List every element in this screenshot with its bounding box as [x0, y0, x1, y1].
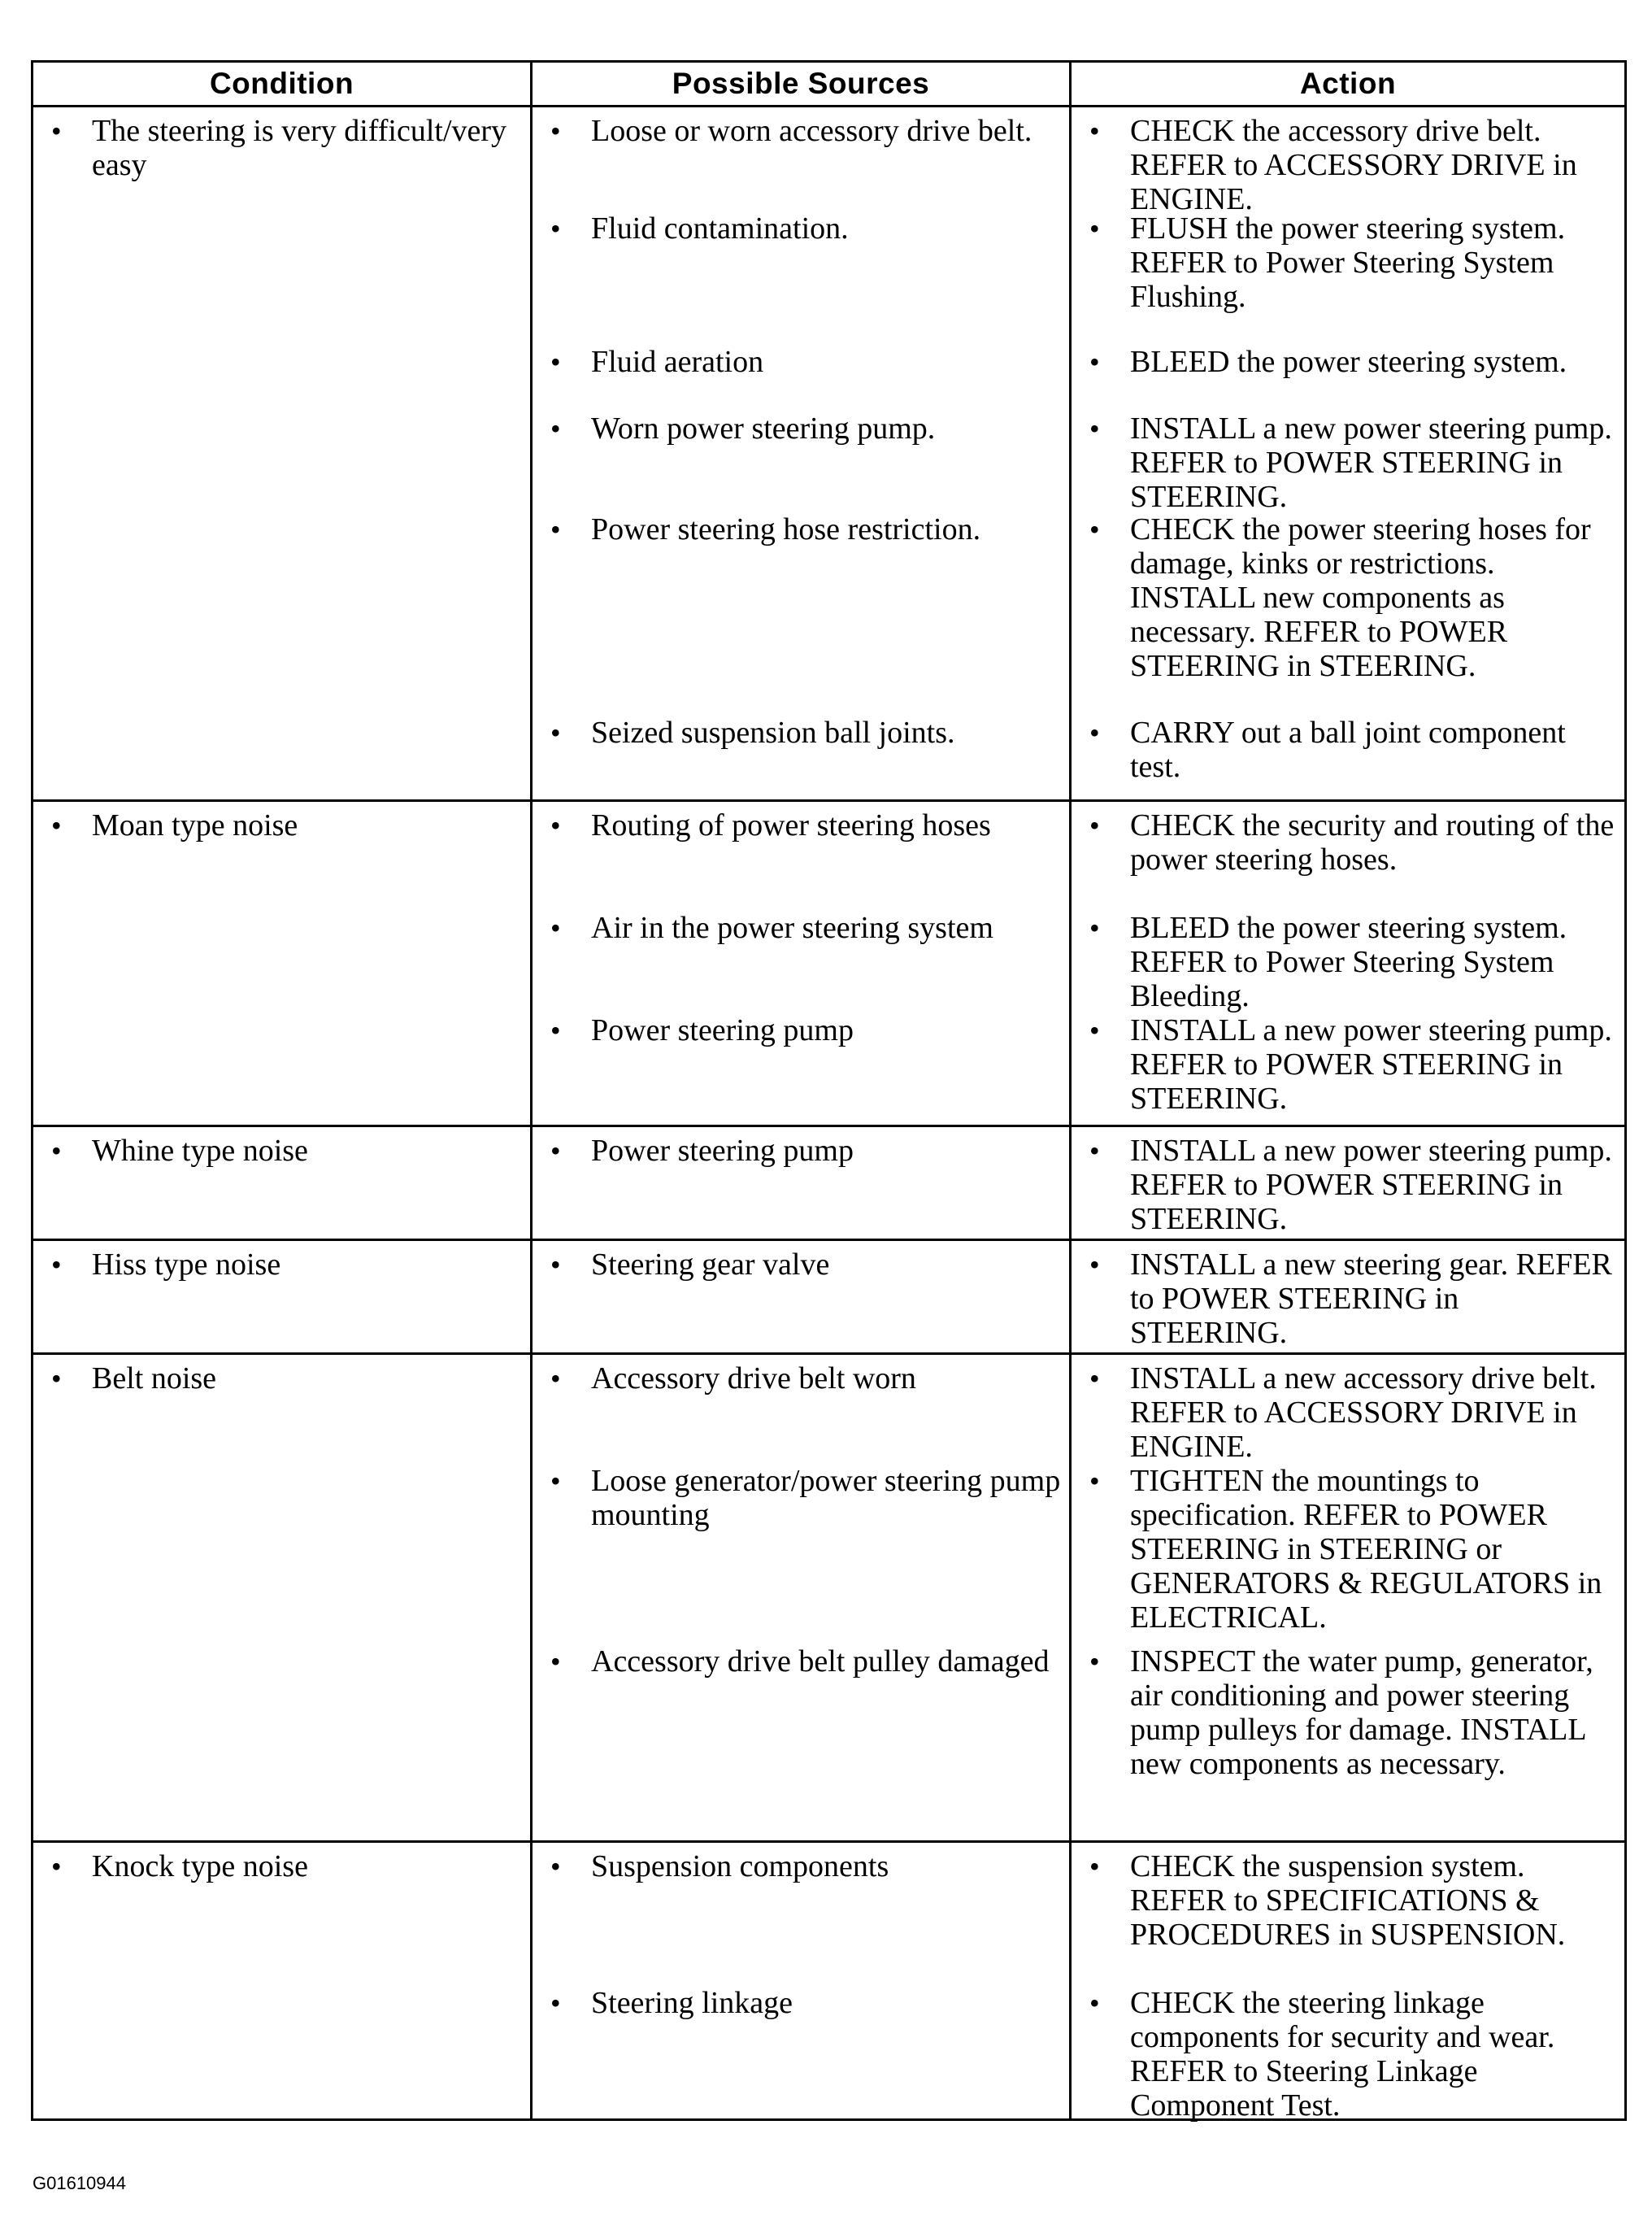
table-row	[33, 1354, 1626, 1842]
source-item: • Accessory drive belt worn	[542, 1361, 1061, 1396]
troubleshooting-table	[31, 60, 1627, 2121]
condition-cell	[33, 1842, 532, 2120]
actions-cell	[1071, 1842, 1626, 2123]
source-item: • Routing of power steering hoses	[542, 808, 1061, 843]
condition-text: • Knock type noise	[43, 1849, 522, 1883]
action-item: • INSTALL a new power steering pump. REFER to POWER STEERING in STEERING.	[1081, 1134, 1616, 1236]
actions-cell	[1071, 801, 1626, 1126]
condition-cell	[33, 1240, 532, 1354]
source-item: • Steering gear valve	[542, 1247, 1061, 1282]
sources-cell	[532, 1126, 1071, 1240]
header-row	[33, 62, 1626, 107]
sources-cell	[532, 1842, 1071, 2120]
actions-cell	[1071, 107, 1626, 801]
source-item: • Fluid aeration	[542, 345, 1061, 379]
action-item: • BLEED the power steering system.	[1081, 345, 1616, 379]
action-item: • INSTALL a new power steering pump. REFER to POWER STEERING in STEERING.	[1081, 411, 1616, 514]
action-item: • CHECK the power steering hoses for damage, kinks or restrictions. INSTALL new components as necessary. REFER to POWER STEERING in STEERING.	[1081, 512, 1616, 683]
action-item: • BLEED the power steering system. REFER to Power Steering System Bleeding.	[1081, 911, 1616, 1013]
header-action: Action	[1071, 62, 1626, 107]
source-item: • Power steering pump	[542, 1013, 1061, 1047]
source-item: • Fluid contamination.	[542, 211, 1061, 246]
condition-text: • Hiss type noise	[43, 1247, 522, 1282]
table-body	[33, 107, 1626, 2123]
action-item: • INSTALL a new accessory drive belt. REFER to ACCESSORY DRIVE in ENGINE.	[1081, 1361, 1616, 1464]
source-item: • Steering linkage	[542, 1986, 1061, 2020]
action-item: • CARRY out a ball joint component test.	[1081, 716, 1616, 784]
table-row	[33, 1240, 1626, 1354]
source-item: • Power steering hose restriction.	[542, 512, 1061, 546]
source-item: • Air in the power steering system	[542, 911, 1061, 945]
table-row	[33, 107, 1626, 801]
action-item: • INSPECT the water pump, generator, air conditioning and power steering pump pulleys for damage. INSTALL new components as necessary.	[1081, 1644, 1616, 1781]
action-item: • INSTALL a new power steering pump. REFER to POWER STEERING in STEERING.	[1081, 1013, 1616, 1116]
source-item: • Loose or worn accessory drive belt.	[542, 114, 1061, 148]
figure-code: G01610944	[33, 2173, 126, 2193]
sources-cell	[532, 801, 1071, 1126]
action-item: • TIGHTEN the mountings to specification. REFER to POWER STEERING in STEERING or GENERATORS & REGULATORS in ELECTRICAL.	[1081, 1464, 1616, 1635]
condition-cell	[33, 1126, 532, 1240]
action-item: • CHECK the suspension system. REFER to SPECIFICATIONS & PROCEDURES in SUSPENSION.	[1081, 1849, 1616, 1952]
condition-cell	[33, 801, 532, 1126]
source-item: • Accessory drive belt pulley damaged	[542, 1644, 1061, 1679]
action-item: • CHECK the accessory drive belt. REFER to ACCESSORY DRIVE in ENGINE.	[1081, 114, 1616, 216]
table-row	[33, 1842, 1626, 2120]
table-row	[33, 801, 1626, 1126]
condition-cell	[33, 107, 532, 801]
actions-cell	[1071, 1126, 1626, 1240]
source-item: • Seized suspension ball joints.	[542, 716, 1061, 750]
source-item: • Power steering pump	[542, 1134, 1061, 1168]
table-header	[33, 62, 1626, 107]
sources-cell	[532, 1354, 1071, 1842]
action-item: • CHECK the steering linkage components for security and wear. REFER to Steering Linkage Component Test.	[1081, 1986, 1616, 2123]
header-condition: Condition	[33, 62, 532, 107]
action-item: • CHECK the security and routing of the power steering hoses.	[1081, 808, 1616, 877]
condition-text: • Belt noise	[43, 1361, 522, 1396]
source-item: • Worn power steering pump.	[542, 411, 1061, 446]
condition-text: • Whine type noise	[43, 1134, 522, 1168]
actions-cell	[1071, 1240, 1626, 1354]
table-row	[33, 1126, 1626, 1240]
actions-cell	[1071, 1354, 1626, 1842]
source-item: • Suspension components	[542, 1849, 1061, 1883]
source-item: • Loose generator/power steering pump mounting	[542, 1464, 1061, 1532]
condition-text: • The steering is very difficult/very easy	[43, 114, 522, 182]
action-item: • INSTALL a new steering gear. REFER to POWER STEERING in STEERING.	[1081, 1247, 1616, 1350]
condition-cell	[33, 1354, 532, 1842]
header-possible-sources: Possible Sources	[532, 62, 1071, 107]
sources-cell	[532, 1240, 1071, 1354]
condition-text: • Moan type noise	[43, 808, 522, 843]
action-item: • FLUSH the power steering system. REFER to Power Steering System Flushing.	[1081, 211, 1616, 314]
sources-cell	[532, 107, 1071, 801]
